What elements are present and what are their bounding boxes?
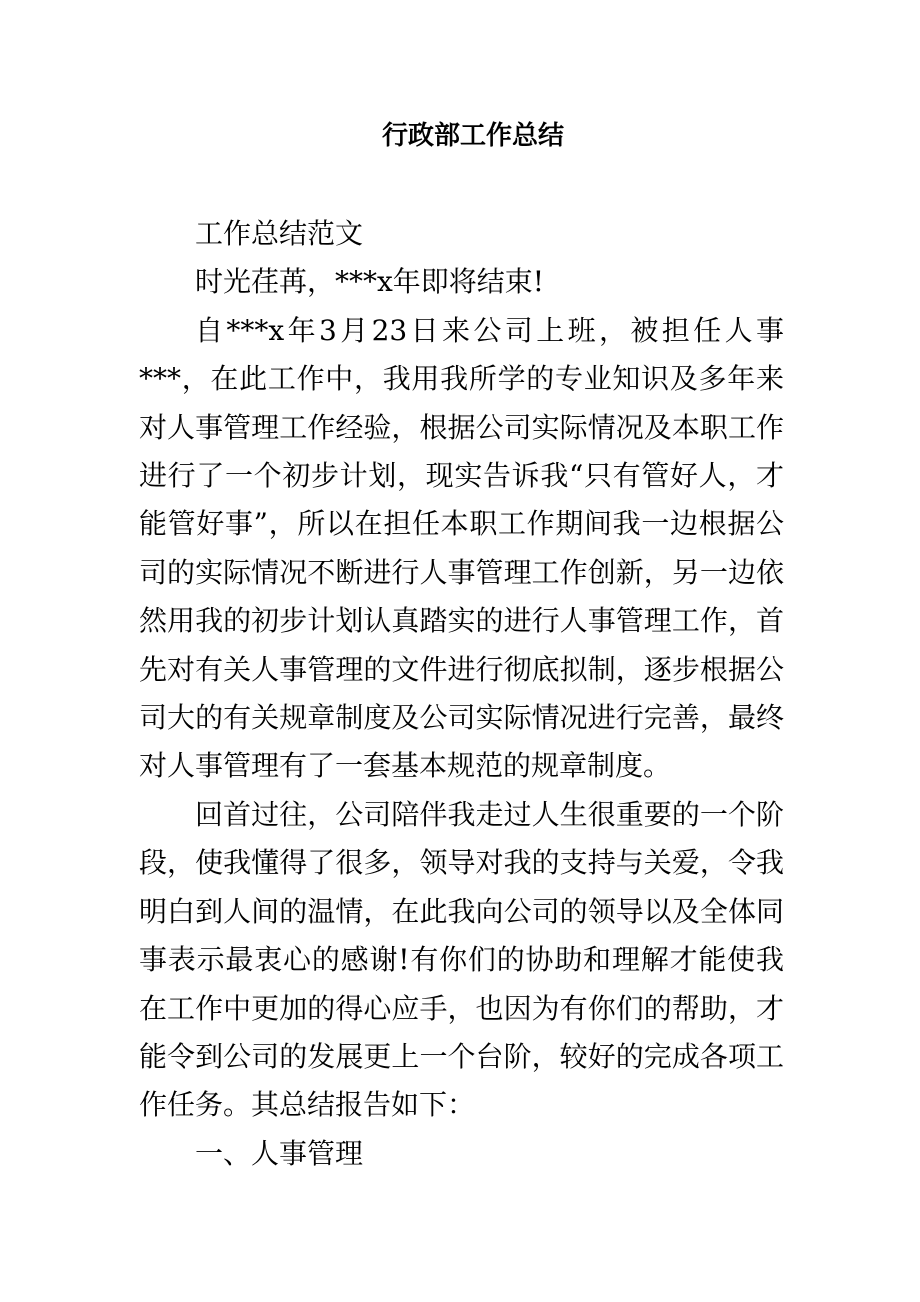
paragraph-opening: 时光荏苒，***x年即将结束! — [195, 265, 545, 299]
section-heading-hr-management: 一、人事管理 — [195, 1136, 364, 1170]
paragraph-work-experience: 自***x年3月23日来公司上班，被担任人事***，在此工作中，我用我所学的专业知识及多年来对人事管理工作经验，根据公司实际情况及本职工作进行了一个初步计划，现实告诉我“只有管好人，才能管好事”，所以在担任本职工作期间我一边根据公司的实际情况不断进行人事管理工作创新，另一边依然用我的初步计划认真踏实的进行人事管理工作，首先对有关人事管理的文件进行彻底拟制，逐步根据公司大的有关规章制度及公司实际情况进行完善，最终对人事管理有了一套基本规范的规章制度。 — [139, 313, 784, 783]
document-title: 行政部工作总结 — [381, 121, 564, 151]
paragraph-subtitle: 工作总结范文 — [195, 217, 364, 250]
paragraph-gratitude: 回首过往，公司陪伴我走过人生很重要的一个阶段，使我懂得了很多，领导对我的支持与关爱，令我明白到人间的温情，在此我向公司的领导以及全体同事表示最衷心的感谢!有你们的协助和理解才能使我在工作中更加的得心应手，也因为有你们的帮助，才能令到公司的发展更上一个台阶，较好的完成各项工作任务。其总结报告如下： — [139, 797, 784, 1122]
document-body — [139, 210, 784, 1178]
